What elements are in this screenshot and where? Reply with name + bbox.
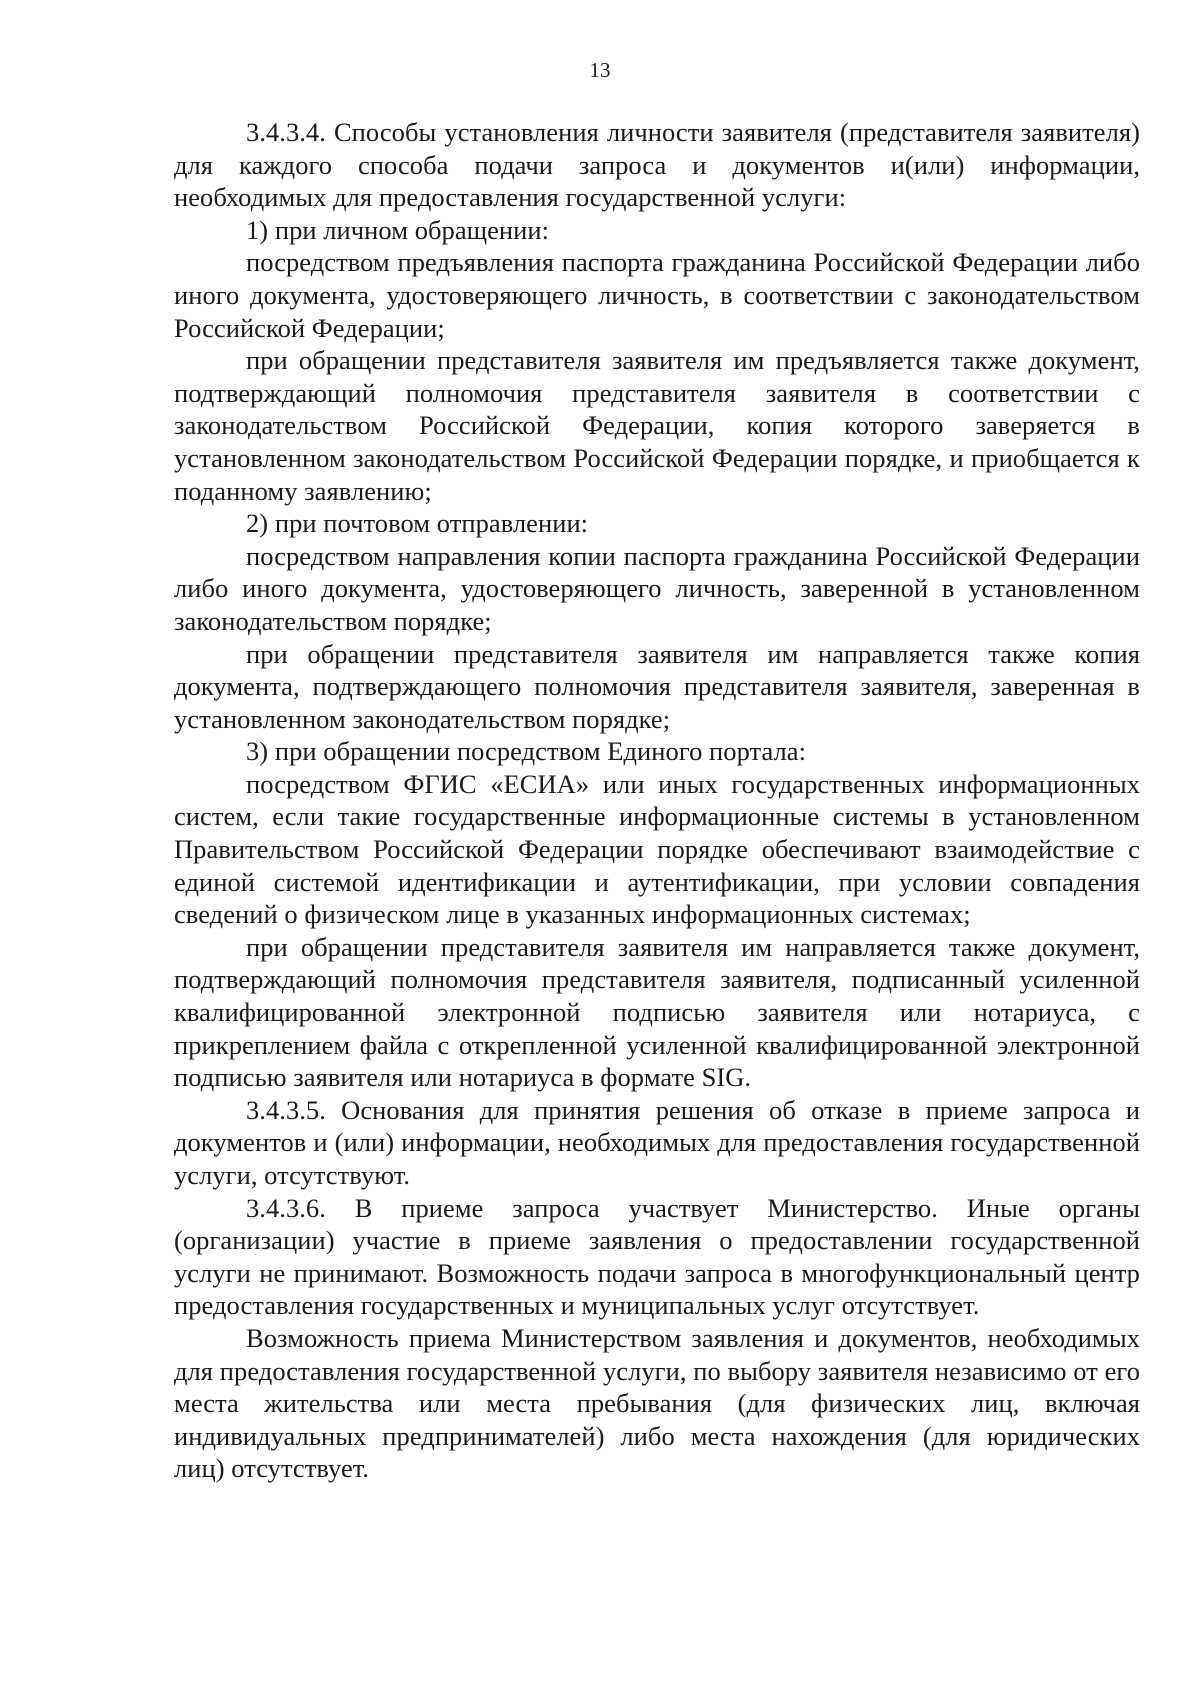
paragraph-3-4-3-6: 3.4.3.6. В приеме запроса участвует Министерство. Иные органы (организации) участие в приеме заявления о предоставлении государственной услуги не принимают. Возможность подачи запроса в многофункциональный центр предоставления государственных и муниципальных услуг отсутствует. bbox=[174, 1192, 1140, 1321]
paragraph-3-4-3-5: 3.4.3.5. Основания для принятия решения об отказе в приеме запроса и документов и (или) информации, необходимых для предоставления государственной услуги, отсутствуют. bbox=[174, 1094, 1140, 1190]
paragraph-item-1-heading: 1) при личном обращении: bbox=[246, 214, 550, 245]
paragraph-item-2-heading: 2) при почтовом отправлении: bbox=[246, 508, 589, 539]
paragraph-item-3-representative: при обращении представителя заявителя им направляется также документ, подтверждающий полномочия представителя заявителя, подписанный усиленной квалифицированной электронной подписью заявителя или нотариуса, с прикреплением файла с открепленной усиленной квалифицированной электронной подписью заявителя или нотариуса в формате SIG. bbox=[174, 931, 1140, 1093]
paragraph-3-4-3-4: 3.4.3.4. Способы установления личности заявителя (представителя заявителя) для каждого способа подачи запроса и документов и(или) информации, необходимых для предоставления государственной услуги: bbox=[174, 117, 1140, 213]
document-body bbox=[174, 116, 1140, 1485]
page-number: 13 bbox=[589, 58, 611, 82]
paragraph-reception-possibility: Возможность приема Министерством заявления и документов, необходимых для предоставления государственной услуги, по выбору заявителя независимо от его места жительства или места пребывания (для физических лиц, включая индивидуальных предпринимателей) либо места нахождения (для юридических лиц) отсутствует. bbox=[174, 1322, 1140, 1484]
paragraph-item-2-passport: посредством направления копии паспорта гражданина Российской Федерации либо иного документа, удостоверяющего личность, заверенной в установленном законодательством порядке; bbox=[174, 540, 1140, 636]
paragraph-item-3-esia: посредством ФГИС «ЕСИА» или иных государственных информационных систем, если такие государственные информационные системы в установленном Правительством Российской Федерации порядке обеспечивают взаимодействие с единой системой идентификации и аутентификации, при условии совпадения сведений о физическом лице в указанных информационных системах; bbox=[174, 768, 1140, 930]
paragraph-item-1-representative: при обращении представителя заявителя им предъявляется также документ, подтверждающий полномочия представителя заявителя в соответствии с законодательством Российской Федерации, копия которого заверяется в установленном законодательством Российской Федерации порядке, и приобщается к поданному заявлению; bbox=[174, 345, 1140, 506]
paragraph-item-1-passport: посредством предъявления паспорта гражданина Российской Федерации либо иного документа, удостоверяющего личность, в соответствии с законодательством Российской Федерации; bbox=[174, 247, 1140, 343]
paragraph-item-2-representative: при обращении представителя заявителя им направляется также копия документа, подтверждающего полномочия представителя заявителя, заверенная в установленном законодательством порядке; bbox=[174, 638, 1140, 734]
paragraph-item-3-heading: 3) при обращении посредством Единого портала: bbox=[246, 736, 807, 767]
